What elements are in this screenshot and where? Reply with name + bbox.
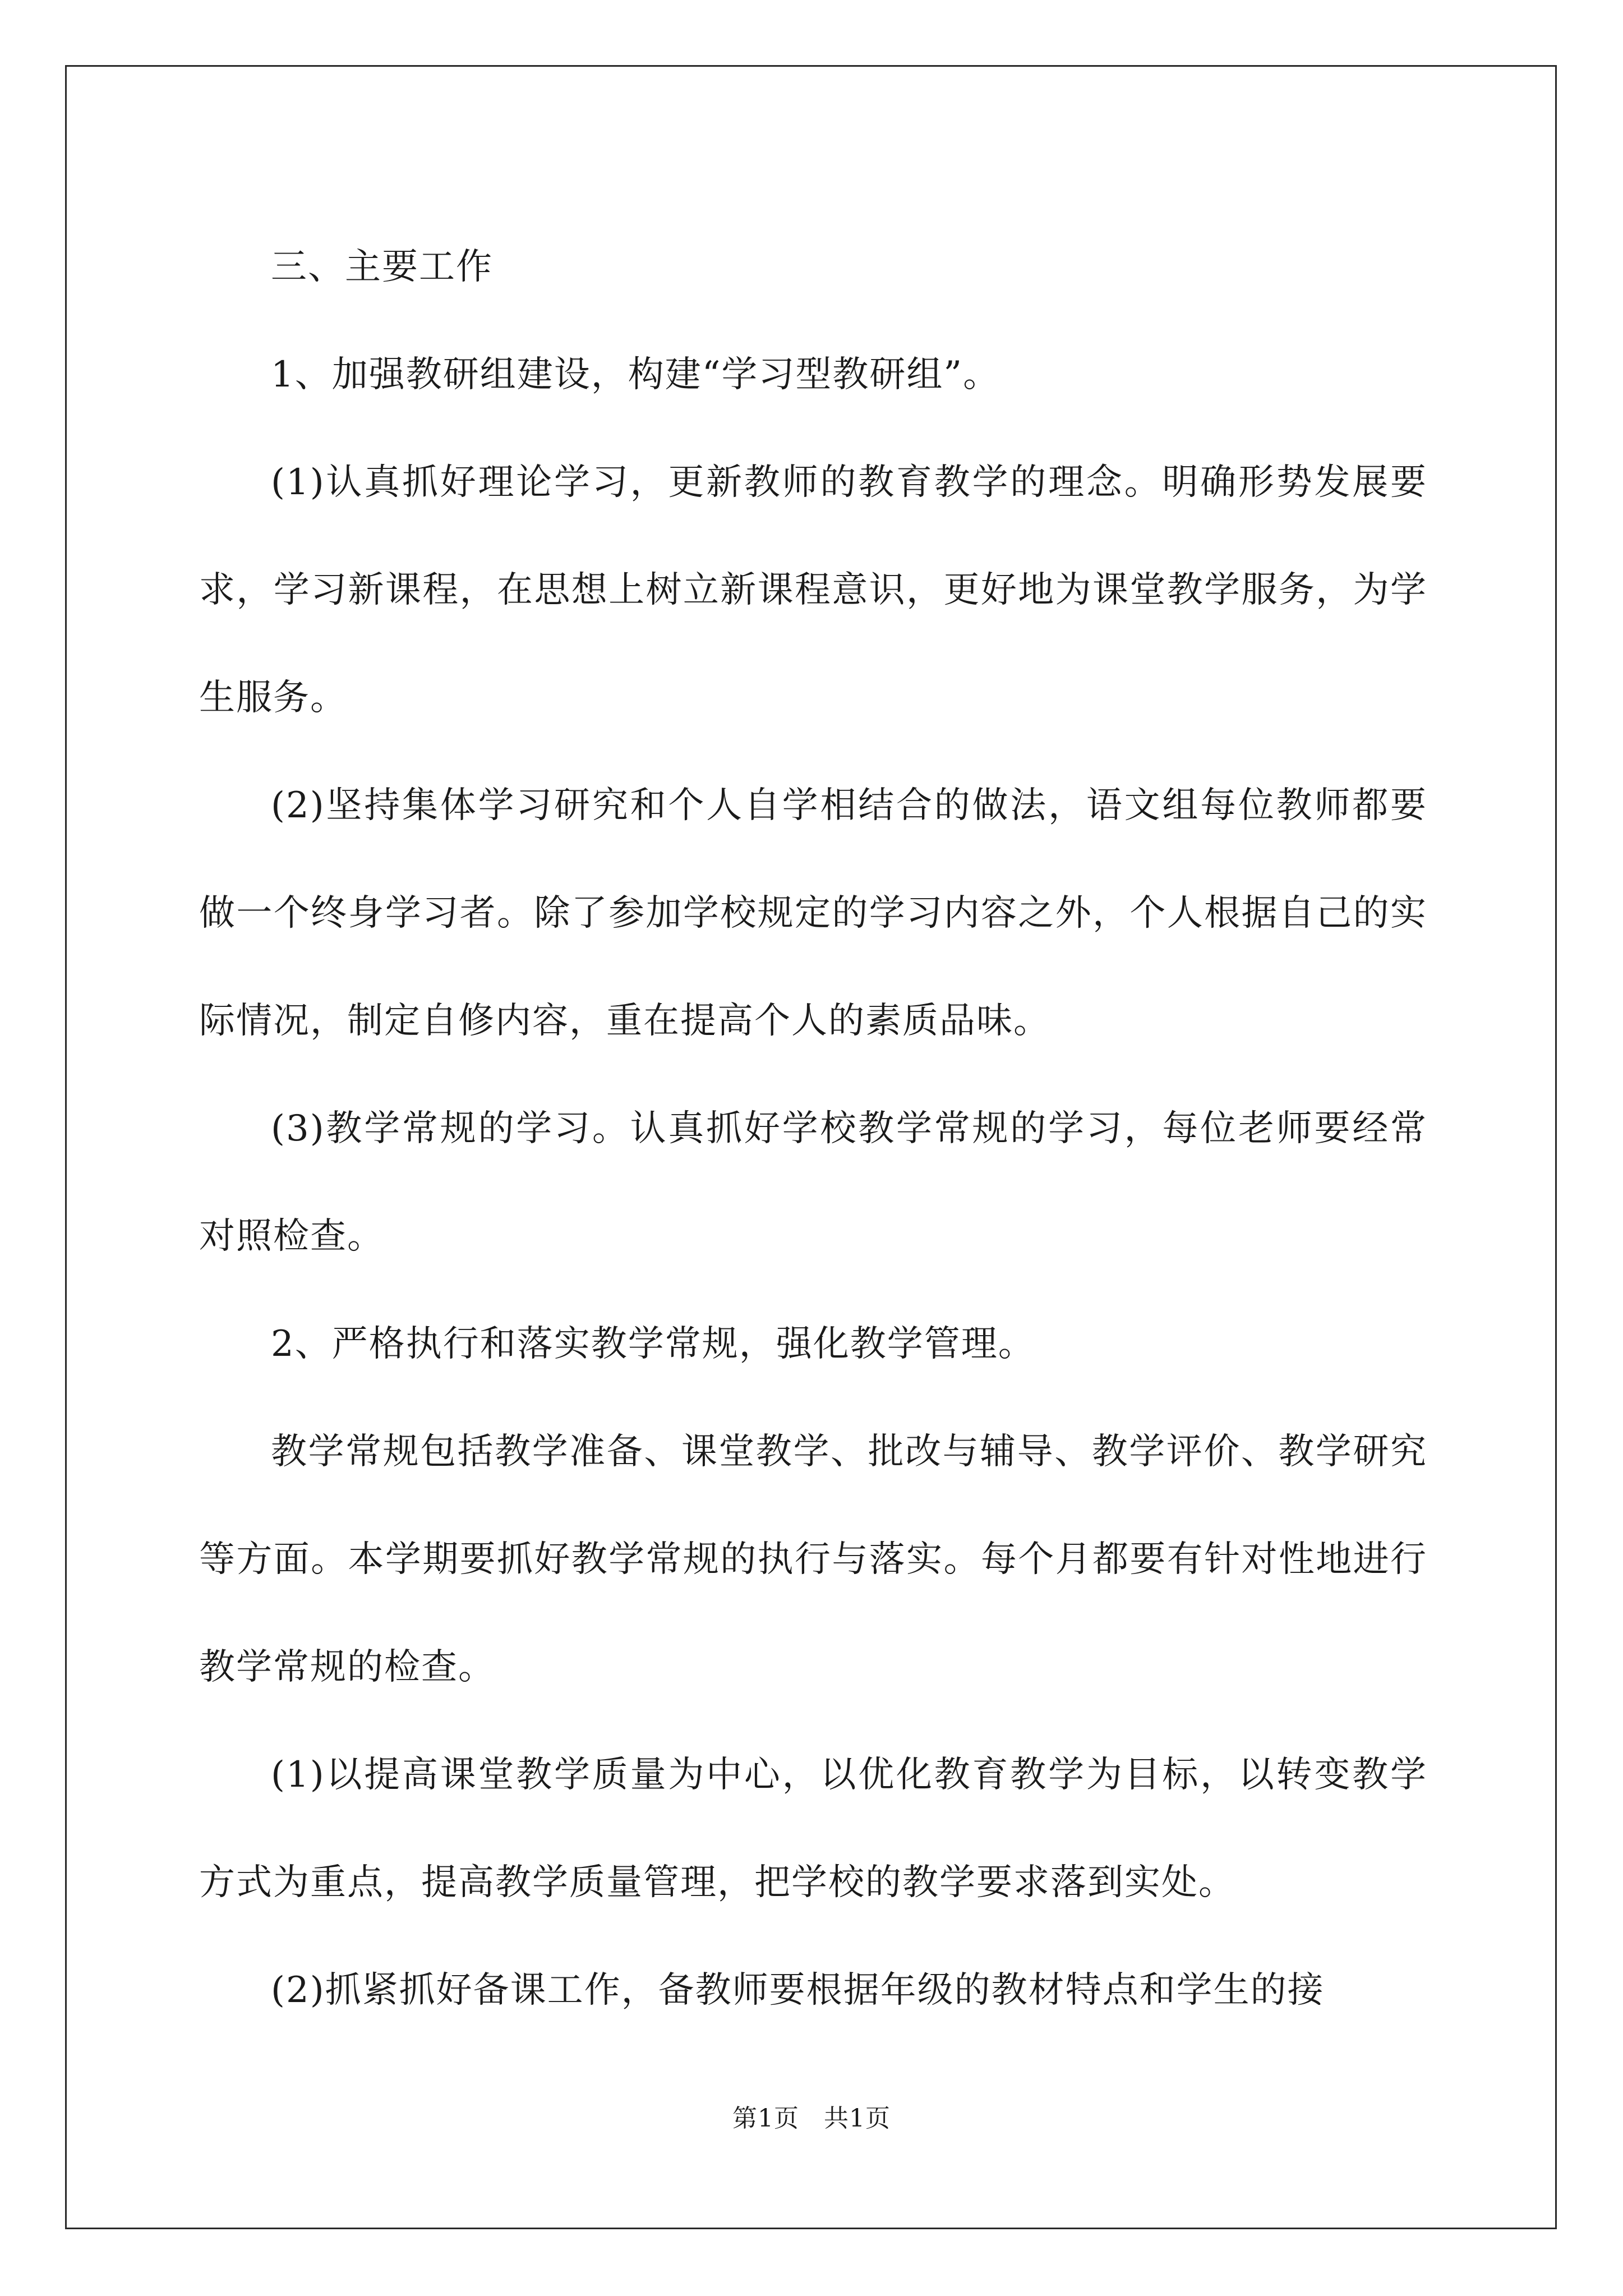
section-heading: 三、主要工作 xyxy=(271,246,493,288)
document-body xyxy=(199,213,1427,2044)
paragraph-2-1: (1)以提高课堂教学质量为中心，以优化教育教学为目标，以转变教学方式为重点，提高教学质量管理，把学校的教学要求落到实处。 xyxy=(199,1754,1427,1903)
paragraph-1-1: (1)认真抓好理论学习，更新教师的教育教学的理念。明确形势发展要求，学习新课程，在思想上树立新课程意识，更好地为课堂教学服务，为学生服务。 xyxy=(199,462,1427,719)
page-number: 第1页 xyxy=(732,2104,799,2133)
subsection-heading-1: 1、加强教研组建设，构建“学习型教研组”。 xyxy=(271,354,1000,395)
page-footer xyxy=(0,2098,1623,2134)
subsection-heading-2: 2、严格执行和落实教学常规，强化教学管理。 xyxy=(271,1323,1035,1365)
paragraph-1-3: (3)教学常规的学习。认真抓好学校教学常规的学习，每位老师要经常对照检查。 xyxy=(199,1108,1427,1257)
paragraph-2-2: (2)抓紧抓好备课工作，备教师要根据年级的教材特点和学生的接 xyxy=(271,1970,1325,2011)
paragraph-1-2: (2)坚持集体学习研究和个人自学相结合的做法，语文组每位教师都要做一个终身学习者。除了参加学校规定的学习内容之外，个人根据自己的实际情况，制定自修内容，重在提高个人的素质品味。 xyxy=(199,785,1427,1042)
paragraph-2-intro: 教学常规包括教学准备、课堂教学、批改与辅导、教学评价、教学研究等方面。本学期要抓好教学常规的执行与落实。每个月都要有针对性地进行教学常规的检查。 xyxy=(199,1431,1427,1688)
total-pages: 共1页 xyxy=(824,2104,891,2133)
